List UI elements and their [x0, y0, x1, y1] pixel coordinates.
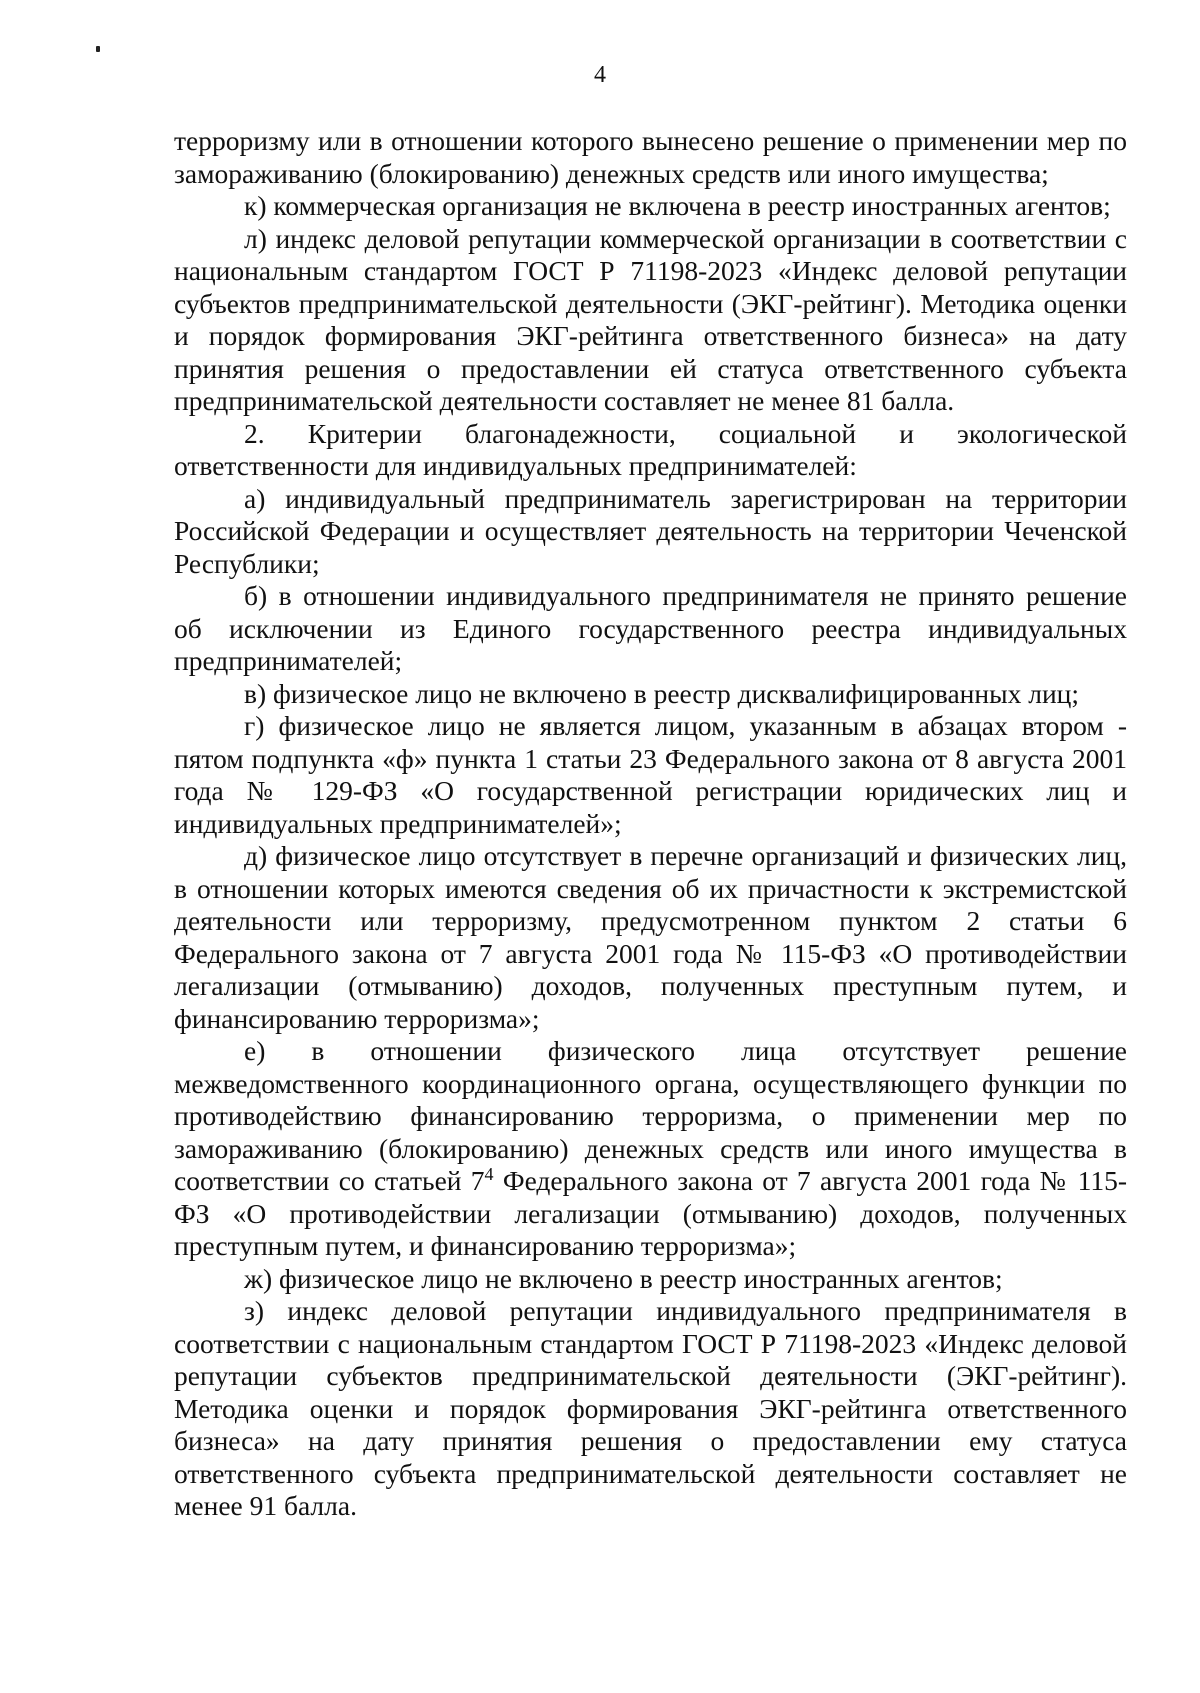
- document-body: [174, 125, 1127, 1523]
- paragraph-continuation: терроризму или в отношении которого вынесено решение о применении мер по замораживанию (блокированию) денежных средств или иного имущества;: [174, 125, 1127, 189]
- paragraph-item-g: г) физическое лицо не является лицом, указанным в абзацах втором - пятом подпункта «ф» пункта 1 статьи 23 Федерального закона от 8 августа 2001 года № 129-ФЗ «О государственной регистрации юридических лиц и индивидуальных предпринимателей»;: [174, 710, 1127, 839]
- paragraph-item-a: а) индивидуальный предприниматель зарегистрирован на территории Российской Федерации и осуществляет деятельность на территории Чеченской Республики;: [174, 482, 1127, 579]
- page-number: 4: [594, 62, 606, 88]
- article-superscript: 4: [484, 1163, 494, 1184]
- paragraph-item-z: з) индекс деловой репутации индивидуального предпринимателя в соответствии с национальным стандартом ГОСТ Р 71198-2023 «Индекс деловой репутации субъектов предпринимательской деятельности (ЭКГ-рейтинг). Методика оценки и порядок формирования ЭКГ-рейтинга ответственного бизнеса» на дату принятия решения о предоставлении ему статуса ответственного субъекта предпринимательской деятельности составляет не менее 91 балла.: [174, 1295, 1127, 1521]
- paragraph-item-zh: ж) физическое лицо не включено в реестр иностранных агентов;: [244, 1262, 1003, 1294]
- paragraph-item-e: [174, 1035, 1127, 1263]
- paragraph-item-v: в) физическое лицо не включено в реестр дисквалифицированных лиц;: [244, 677, 1080, 709]
- paragraph-section-2: 2. Критерии благонадежности, социальной и экологической ответственности для индивидуальных предпринимателей:: [174, 417, 1127, 481]
- paragraph-item-e-part2: Федерального закона от 7 августа 2001 года № 115-ФЗ «О противодействии легализации (отмыванию) доходов, полученных преступным путем, и финансированию терроризма»;: [174, 1165, 1127, 1261]
- scan-speck: [96, 46, 100, 52]
- paragraph-item-b: б) в отношении индивидуального предпринимателя не принято решение об исключении из Единого государственного реестра индивидуальных предпринимателей;: [174, 580, 1127, 676]
- paragraph-item-d: д) физическое лицо отсутствует в перечне организаций и физических лиц, в отношении которых имеются сведения об их причастности к экстремистской деятельности или терроризму, предусмотренном пунктом 2 статьи 6 Федерального закона от 7 августа 2001 года № 115-ФЗ «О противодействии легализации (отмыванию) доходов, полученных преступным путем, и финансированию терроризма»;: [174, 840, 1127, 1034]
- paragraph-item-e-part1: е) в отношении физического лица отсутствует решение межведомственного координационного органа, осуществляющего функции по противодействию финансированию терроризма, о применении мер по замораживанию (блокированию) денежных средств или иного имущества в соответствии со статьей 7: [174, 1035, 1127, 1196]
- paragraph-item-l: л) индекс деловой репутации коммерческой организации в соответствии с национальным стандартом ГОСТ Р 71198-2023 «Индекс деловой репутации субъектов предпринимательской деятельности (ЭКГ-рейтинг). Методика оценки и порядок формирования ЭКГ-рейтинга ответственного бизнеса» на дату принятия решения о предоставлении ей статуса ответственного субъекта предпринимательской деятельности составляет не менее 81 балла.: [174, 222, 1127, 416]
- paragraph-item-k: к) коммерческая организация не включена в реестр иностранных агентов;: [244, 190, 1111, 221]
